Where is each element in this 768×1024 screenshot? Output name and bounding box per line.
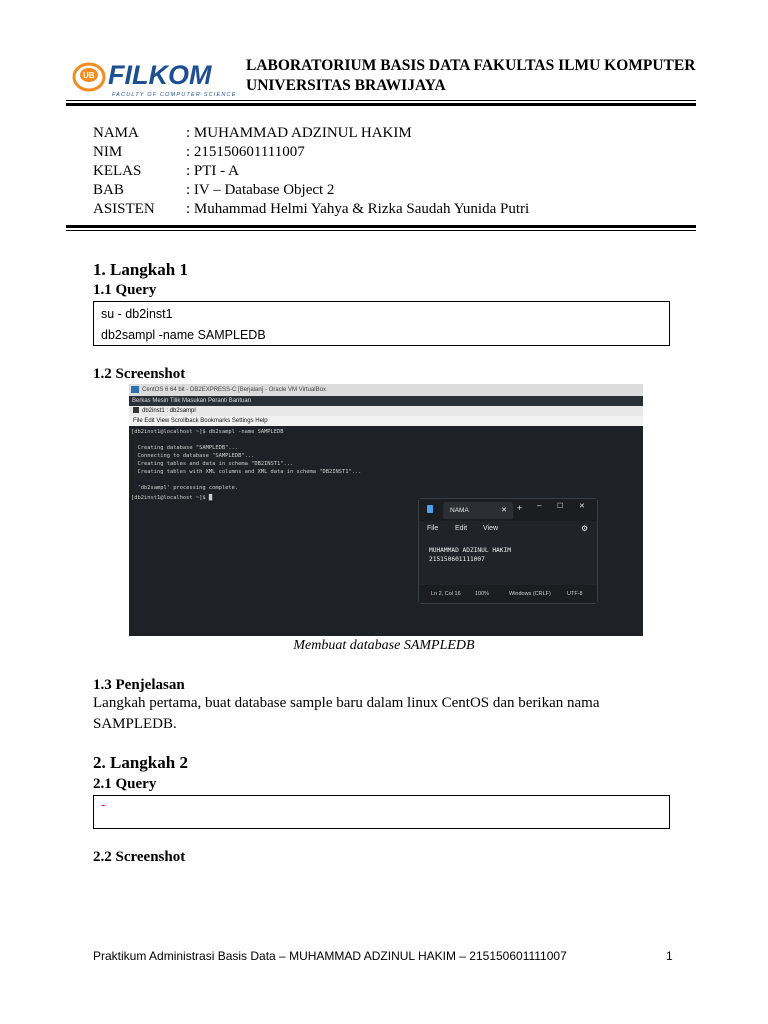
notepad-tab — [443, 502, 513, 519]
identity-rule-thick — [66, 225, 696, 228]
window-close-icon: ✕ — [579, 503, 585, 510]
identity-row-bab — [93, 181, 334, 200]
section1-explain-text: Langkah pertama, buat database sample baru dalam linux CentOS dan berikan nama SAMPLEDB. — [93, 695, 600, 732]
terminal-icon — [133, 407, 139, 413]
status-eol: Windows (CRLF) — [509, 591, 551, 597]
vbox-icon — [131, 386, 139, 393]
filkom-logo — [72, 58, 242, 100]
notepad-tab-label: NAMA — [450, 507, 469, 514]
identity-value: : MUHAMMAD ADZINUL HAKIM — [186, 125, 412, 141]
notepad-window — [418, 498, 598, 604]
notepad-menu-view: View — [483, 525, 499, 532]
section1-heading: 1. Langkah 1 — [93, 260, 188, 279]
status-encoding: UTF-8 — [567, 591, 583, 597]
terminal-line: Creating database "SAMPLEDB"... — [131, 445, 239, 451]
notepad-icon — [427, 505, 433, 513]
notepad-text-line: 215150601111007 — [429, 556, 485, 563]
notepad-text-line: MUHAMMAD ADZINUL HAKIM — [429, 547, 511, 554]
terminal-line: [db2inst1@localhost ~]$ db2sampl -name SAMPLEDB — [131, 429, 284, 435]
gear-icon: ⚙ — [581, 524, 589, 533]
header-title-line1: LABORATORIUM BASIS DATA FAKULTAS ILMU KOMPUTER — [246, 57, 696, 74]
identity-value: : 215150601111007 — [186, 144, 305, 160]
identity-row-kelas — [93, 162, 239, 181]
section1-screenshot-heading: 1.2 Screenshot — [93, 366, 186, 382]
query-line: - — [101, 798, 106, 812]
logo-subtext: FACULTY OF COMPUTER SCIENCE — [112, 92, 237, 98]
identity-row-nim — [93, 143, 305, 162]
logo-text: FILKOM — [108, 60, 212, 90]
terminal-line: Connecting to database "SAMPLEDB"... — [131, 453, 255, 459]
query-line: db2sampl -name SAMPLEDB — [101, 328, 266, 342]
add-tab-icon: + — [517, 503, 523, 513]
identity-key: KELAS — [93, 163, 142, 179]
status-zoom: 100% — [475, 591, 490, 597]
header-rule-thin — [66, 100, 696, 101]
close-icon: ✕ — [501, 507, 507, 514]
page-number: 1 — [666, 949, 673, 963]
terminal-line: 'db2sampl' processing complete. — [131, 485, 239, 491]
notepad-statusbar — [419, 585, 597, 603]
vbox-menubar: Berkas Mesin Tilik Masukan Peranti Bantuan — [129, 396, 643, 406]
notepad-menu-edit: Edit — [455, 525, 468, 532]
terminal-titlebar — [129, 406, 643, 416]
identity-key: NAMA — [93, 125, 139, 141]
notepad-menubar — [419, 521, 597, 537]
terminal-line: [db2inst1@localhost ~]$ █ — [131, 495, 213, 501]
section1-explain-heading: 1.3 Penjelasan — [93, 677, 185, 693]
minimize-icon: – — [537, 501, 542, 510]
terminal-line: Creating tables and data in schema "DB2INST1"... — [131, 461, 294, 467]
screenshot-image — [129, 384, 643, 636]
identity-key: BAB — [93, 182, 124, 198]
figure-caption: Membuat database SAMPLEDB — [293, 638, 475, 653]
terminal-line: Creating tables with XML columns and XML data in schema "DB2INST1"... — [131, 469, 362, 475]
section2-screenshot-heading: 2.2 Screenshot — [93, 849, 186, 865]
notepad-tabbar — [419, 499, 597, 521]
maximize-icon: ☐ — [557, 503, 564, 510]
page-footer: Praktikum Administrasi Basis Data – MUHAMMAD ADZINUL HAKIM – 215150601111007 — [93, 949, 567, 963]
identity-value: : Muhammad Helmi Yahya & Rizka Saudah Yunida Putri — [186, 201, 530, 217]
section2-query-box — [93, 795, 670, 829]
logo-badge-text: UB — [83, 71, 95, 80]
identity-value: : PTI - A — [186, 163, 239, 179]
identity-key: ASISTEN — [93, 201, 155, 217]
identity-rule-thin — [66, 230, 696, 231]
vbox-titlebar — [129, 384, 643, 396]
status-position: Ln 2, Col 16 — [431, 591, 461, 597]
terminal-title: db2inst1 : db2sampl — [142, 408, 196, 414]
notepad-menu-file: File — [427, 525, 439, 532]
query-line: su - db2inst1 — [101, 307, 173, 321]
section2-heading: 2. Langkah 2 — [93, 753, 188, 772]
header-rule-thick — [66, 103, 696, 106]
section1-query-heading: 1.1 Query — [93, 282, 157, 298]
header-title-line2: UNIVERSITAS BRAWIJAYA — [246, 77, 446, 94]
section1-query-box — [93, 301, 670, 346]
vbox-title: CentOS 6 64 bit - DB2EXPRESS-C [Berjalan] - Oracle VM VirtualBox — [142, 387, 326, 393]
terminal-menubar: File Edit View Scrollback Bookmarks Settings Help — [129, 416, 643, 426]
section2-query-heading: 2.1 Query — [93, 776, 157, 792]
header-title — [246, 56, 695, 96]
identity-value: : IV – Database Object 2 — [186, 182, 335, 198]
identity-key: NIM — [93, 144, 123, 160]
identity-row-nama — [93, 124, 412, 143]
identity-row-asisten — [93, 200, 529, 219]
